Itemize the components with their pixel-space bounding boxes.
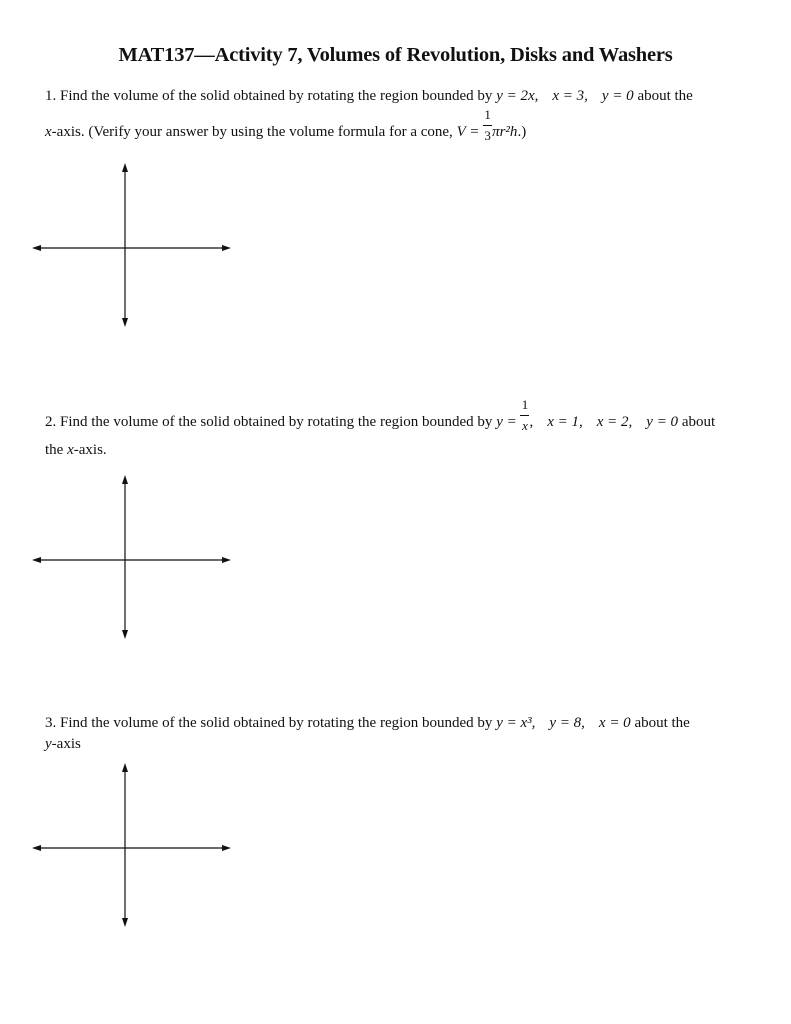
problem-3-axis-var: y: [45, 736, 52, 752]
problem-2-line-2-text: -axis.: [73, 442, 107, 458]
problem-1-bound-1: y = 2x,: [496, 88, 539, 104]
problem-1-line-1: [45, 88, 693, 105]
problem-1-line-2-text: -axis. (Verify your answer by using the volume formula for a cone,: [51, 124, 453, 140]
problem-2-lhs: y =: [496, 414, 517, 430]
page-title: MAT137—Activity 7, Volumes of Revolution, Disks and Washers: [118, 44, 673, 66]
cone-formula-denominator: 3: [484, 128, 491, 143]
problem-2-text: Find the volume of the solid obtained by rotating the region bounded by: [60, 414, 493, 430]
problem-3-line-1: [45, 715, 690, 732]
problem-3-text: Find the volume of the solid obtained by rotating the region bounded by: [60, 715, 493, 731]
problem-1-text: Find the volume of the solid obtained by rotating the region bounded by: [60, 88, 493, 104]
problem-3-line-2-text: -axis: [51, 736, 81, 752]
cone-formula-numerator: 1: [484, 107, 491, 122]
problem-1-bound-2: x = 3,: [552, 88, 588, 104]
problem-1-axes: [30, 160, 235, 330]
problem-1-bound-3: y = 0: [601, 88, 634, 104]
problem-1-axis-var: x: [45, 124, 52, 140]
problem-2-axis-var: x: [67, 442, 74, 458]
cone-formula-rhs: πr²h: [492, 124, 518, 140]
problem-2-line-2-the: the: [45, 442, 64, 458]
cone-formula-end: .): [517, 124, 527, 140]
cone-formula-fraction: [483, 107, 492, 143]
problem-2-bound-2: x = 1,: [547, 414, 583, 430]
problem-3-number: 3.: [45, 715, 57, 731]
problem-3-bound-3: x = 0: [598, 715, 631, 731]
problem-2-bound-4: y = 0: [646, 414, 679, 430]
problem-2-line-2: [45, 442, 107, 459]
problem-3-about: about the: [634, 715, 690, 731]
problem-3-bound-2: y = 8,: [549, 715, 585, 731]
problem-3-line-2: [45, 736, 81, 753]
problem-3-bound-1: y = x³,: [496, 715, 536, 731]
problem-1-number: 1.: [45, 88, 57, 104]
cone-formula-lhs: V =: [456, 124, 480, 140]
problem-2-about: about: [681, 414, 716, 430]
problem-1-about: about the: [637, 88, 693, 104]
problem-2-numerator: 1: [521, 397, 529, 412]
problem-2-number: 2.: [45, 414, 57, 430]
problem-2-line-1: [45, 397, 716, 433]
problem-2-fraction: [520, 397, 529, 433]
problem-2-axes: [30, 472, 235, 642]
problem-1-line-2: [45, 107, 527, 143]
problem-2-comma: ,: [529, 414, 534, 430]
problem-2-bound-3: x = 2,: [596, 414, 633, 430]
problem-3-axes: [30, 760, 235, 930]
problem-2-denominator: x: [522, 418, 528, 433]
